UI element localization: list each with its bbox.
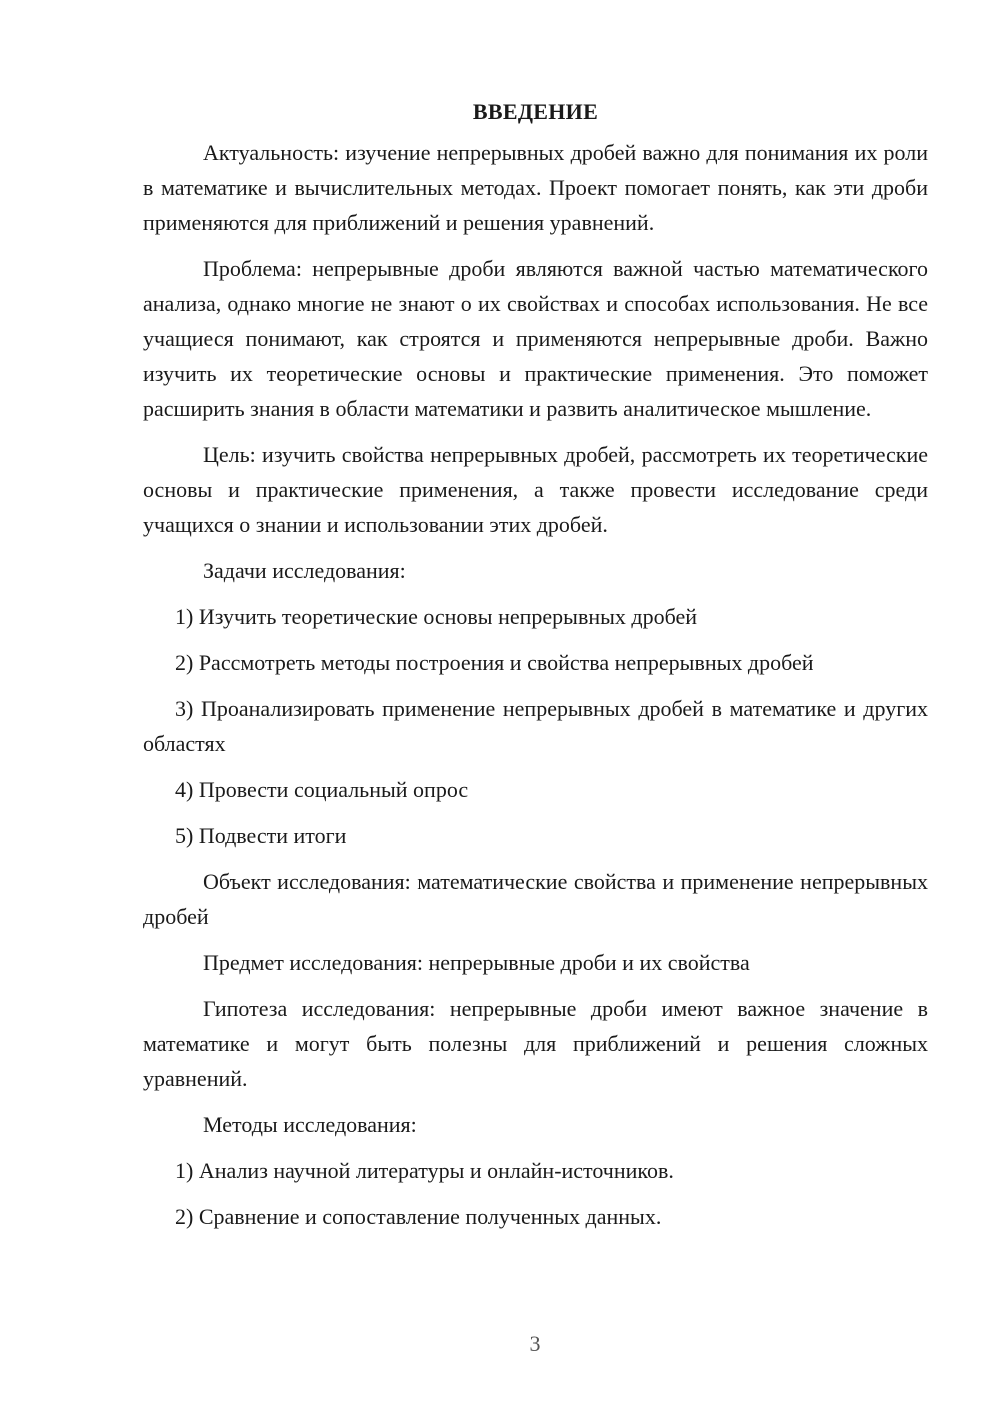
method-item: 2) Сравнение и сопоставление полученных данных. — [175, 1204, 662, 1229]
paragraph-hypothesis: Гипотеза исследования: непрерывные дроби имеют важное значение в математике и могут быть полезны для приближений и решения сложных уравнений. — [143, 996, 928, 1091]
page-content — [143, 94, 928, 1245]
paragraph-problem: Проблема: непрерывные дроби являются важной частью математического анализа, однако многие не знают о их свойствах и способах использования. Не все учащиеся понимают, как строятся и применяются непрерывные дроби. Важно изучить их теоретические основы и практические применения. Это поможет расширить знания в области математики и развить аналитическое мышление. — [143, 256, 928, 421]
methods-heading: Методы исследования: — [203, 1112, 417, 1137]
page-number: 3 — [529, 1331, 541, 1356]
task-item: 4) Провести социальный опрос — [175, 777, 469, 802]
tasks-heading: Задачи исследования: — [203, 558, 406, 583]
task-item: 1) Изучить теоретические основы непрерывных дробей — [175, 604, 698, 629]
task-item: 3) Проанализировать применение непрерывных дробей в математике и других областях — [143, 696, 928, 756]
method-item: 1) Анализ научной литературы и онлайн-источников. — [175, 1158, 674, 1183]
task-item: 2) Рассмотреть методы построения и свойства непрерывных дробей — [175, 650, 814, 675]
paragraph-subject: Предмет исследования: непрерывные дроби и их свойства — [203, 950, 750, 975]
paragraph-object: Объект исследования: математические свойства и применение непрерывных дробей — [143, 869, 928, 929]
task-item: 5) Подвести итоги — [175, 823, 347, 848]
section-title: ВВЕДЕНИЕ — [472, 99, 599, 124]
paragraph-relevance: Актуальность: изучение непрерывных дробей важно для понимания их роли в математике и вычислительных методах. Проект помогает понять, как эти дроби применяются для приближений и решения уравнений. — [143, 140, 928, 235]
paragraph-goal: Цель: изучить свойства непрерывных дробей, рассмотреть их теоретические основы и практические применения, а также провести исследование среди учащихся о знании и использовании этих дробей. — [143, 442, 928, 537]
